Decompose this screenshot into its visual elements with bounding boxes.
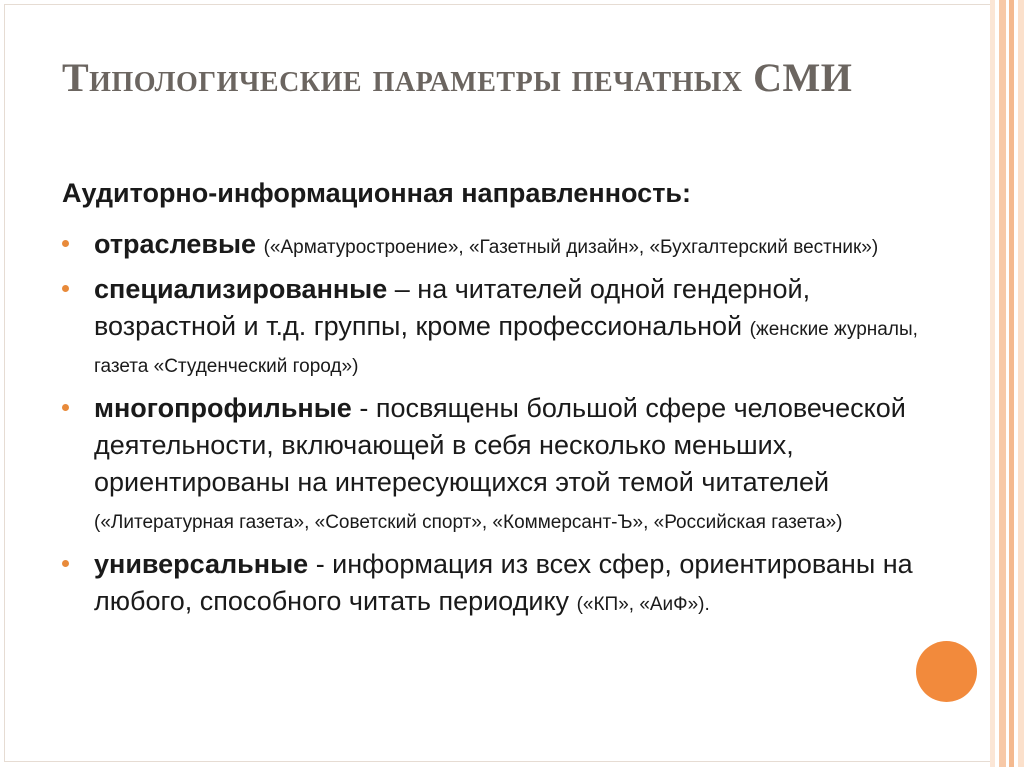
bullet-icon — [62, 404, 69, 411]
bullet-icon — [62, 560, 69, 567]
item-text: – на читателей одной гендерной, возрастной и т.д. группы, кроме профессиональной — [94, 274, 811, 341]
slide-subtitle: Аудиторно-информационная направленность: — [62, 178, 692, 208]
bullet-icon — [62, 285, 69, 292]
slide-title: Типологические параметры печатных СМИ — [62, 55, 853, 100]
item-term: многопрофильные — [94, 393, 352, 423]
bullet-icon — [62, 240, 69, 247]
list-item — [62, 271, 942, 382]
item-note: («КП», «АиФ»). — [576, 594, 710, 615]
decorative-circle — [916, 641, 977, 702]
item-text: - информация из всех сфер, ориентированы на любого, способного читать периодику — [94, 549, 913, 616]
item-term: отраслевые — [94, 229, 257, 259]
list-item — [62, 226, 942, 263]
item-note: («Арматуростроение», «Газетный дизайн», «Бухгалтерский вестник») — [263, 237, 879, 258]
list-item — [62, 390, 942, 538]
item-text: - посвящены большой сфере человеческой деятельности, включающей в себя несколько меньших, ориентированы на интересующихся этой темой читателей — [94, 393, 906, 497]
item-note: («Литературная газета», «Советский спорт», «Коммерсант-Ъ», «Российская газета») — [94, 512, 843, 533]
item-note: (женские журналы, газета «Студенческий город») — [94, 319, 918, 377]
item-term: универсальные — [94, 549, 309, 579]
bullet-list — [62, 226, 942, 628]
list-item — [62, 546, 942, 620]
item-term: специализированные — [94, 274, 388, 304]
decorative-stripes — [990, 0, 1024, 767]
